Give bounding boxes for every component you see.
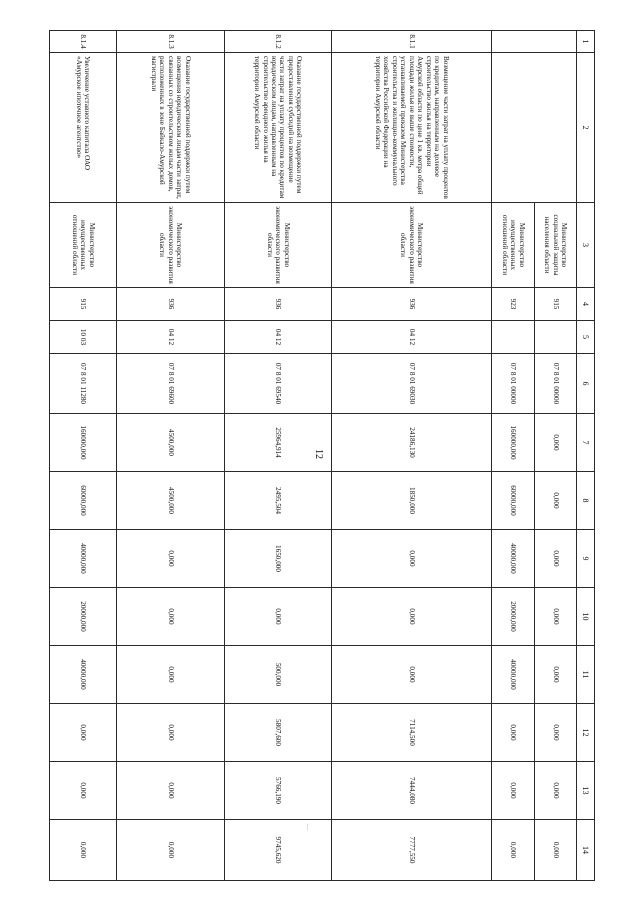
table-row	[535, 31, 577, 881]
value-cell: 0,000	[535, 820, 577, 881]
value-cell: 0,000	[535, 646, 577, 704]
ministry-cell: Министерство экономического развития области	[332, 203, 492, 288]
value-cell: 40000,000	[492, 530, 535, 588]
value-cell: 0,000	[535, 472, 577, 530]
value-cell: 0,000	[535, 588, 577, 646]
section-cell: 04 12	[117, 321, 225, 354]
table-row	[225, 31, 332, 881]
value-cell: 0,000	[535, 530, 577, 588]
value-cell: 4500,000	[117, 472, 225, 530]
value-cell: 500,000	[225, 646, 332, 704]
table-row	[117, 31, 225, 881]
value-cell: 0,000	[50, 762, 117, 820]
value-cell: 0,000	[225, 588, 332, 646]
value-cell: 40000,000	[50, 530, 117, 588]
column-number: 9	[577, 530, 595, 588]
budget-code-cell: 915	[535, 288, 577, 321]
value-cell: 0,000	[117, 762, 225, 820]
column-number: 6	[577, 354, 595, 414]
budget-code-cell: 915	[50, 288, 117, 321]
row-description: Возмещение части затрат на уплату процентов по кредитам, направленным на долевое строительство жилья на территории Амурской области по цене 1 кв. метра общей площади жилья не выше стоимости, устанавливаемой приказом Министерства строительства и жилищно-коммунального хозяйства Российской Федерации на территории Амурской области	[332, 53, 492, 203]
target-article-cell: 07 8 01 69540	[225, 354, 332, 414]
value-cell: 20000,000	[492, 588, 535, 646]
column-number: 3	[577, 203, 595, 288]
column-number: 13	[577, 762, 595, 820]
value-cell: 7114,500	[332, 704, 492, 762]
value-cell: 0,000	[117, 820, 225, 881]
column-number: 11	[577, 646, 595, 704]
value-cell: 40000,000	[492, 646, 535, 704]
ministry-cell: Министерство имущественных отношений области	[50, 203, 117, 288]
value-cell: 0,000	[535, 704, 577, 762]
section-cell	[535, 321, 577, 354]
column-number: 14	[577, 820, 595, 881]
column-number: 5	[577, 321, 595, 354]
column-number: 10	[577, 588, 595, 646]
value-cell: 5807,600	[225, 704, 332, 762]
target-article-cell: 07 8 01 69600	[117, 354, 225, 414]
value-cell: 0,000	[492, 762, 535, 820]
value-cell: 160000,000	[50, 414, 117, 472]
value-cell: 1850,000	[332, 472, 492, 530]
value-cell: 0,000	[117, 588, 225, 646]
value-cell: 0,000	[535, 762, 577, 820]
value-cell: 9745,620	[225, 820, 332, 881]
target-article-cell: 07 8 01 00000	[535, 354, 577, 414]
section-cell: 10 03	[50, 321, 117, 354]
value-cell: 160000,000	[492, 414, 535, 472]
scan-mark: ---	[304, 823, 312, 831]
value-cell: 5766,190	[225, 762, 332, 820]
table-row	[332, 31, 492, 881]
value-cell: 0,000	[50, 820, 117, 881]
table-row	[50, 31, 117, 881]
ministry-cell: Министерство экономического развития области	[225, 203, 332, 288]
budget-table	[49, 30, 595, 881]
column-number: 7	[577, 414, 595, 472]
row-description: Оказание государственной поддержки путем предоставления субсидий на возмещение части затрат на уплату процентов по кредитам юридическим лицам, направленным на строительство арендного жилья на территории Амурской области	[225, 53, 332, 203]
value-cell: 4500,000	[117, 414, 225, 472]
ministry-cell: Министерство имущественных отношений области	[492, 203, 535, 288]
value-cell: 0,000	[332, 530, 492, 588]
section-cell	[492, 321, 535, 354]
row-code-empty	[492, 31, 577, 53]
budget-table-wrapper	[50, 30, 595, 880]
column-number: 4	[577, 288, 595, 321]
value-cell: 0,000	[535, 414, 577, 472]
value-cell: 60000,000	[50, 472, 117, 530]
value-cell: 0,000	[50, 704, 117, 762]
value-cell: 0,000	[332, 588, 492, 646]
value-cell: 24186,130	[332, 414, 492, 472]
value-cell: 7444,080	[332, 762, 492, 820]
section-cell: 04 12	[332, 321, 492, 354]
value-cell: 0,000	[332, 646, 492, 704]
value-cell: 25964,914	[225, 414, 332, 472]
value-cell: 1650,000	[225, 530, 332, 588]
row-code: 8.1.4	[50, 31, 117, 53]
value-cell: 0,000	[117, 530, 225, 588]
ministry-cell: Министерство экономического развития области	[117, 203, 225, 288]
value-cell: 20000,000	[50, 588, 117, 646]
value-cell: 0,000	[492, 704, 535, 762]
rotated-table-frame	[50, 30, 595, 880]
row-description-empty	[492, 53, 577, 203]
column-number-row	[577, 31, 595, 881]
value-cell: 0,000	[117, 704, 225, 762]
column-number: 8	[577, 472, 595, 530]
budget-code-cell: 923	[492, 288, 535, 321]
row-code: 8.1.1	[332, 31, 492, 53]
value-cell: 0,000	[492, 820, 535, 881]
target-article-cell: 07 8 01 69030	[332, 354, 492, 414]
target-article-cell: 07 8 01 00000	[492, 354, 535, 414]
target-article-cell: 07 8 01 11280	[50, 354, 117, 414]
page-number: 12	[313, 449, 324, 459]
budget-code-cell: 936	[332, 288, 492, 321]
section-cell: 04 12	[225, 321, 332, 354]
row-code: 8.1.3	[117, 31, 225, 53]
row-description: Оказание государственной поддержки путем возмещения юридическим лицам части затрат, связанных со строительством жилых домов, расположенных в зоне Байкало-Амурской магистрали	[117, 53, 225, 203]
value-cell: 0,000	[117, 646, 225, 704]
ministry-cell: Министерство социальной защиты населения области	[535, 203, 577, 288]
column-number: 12	[577, 704, 595, 762]
value-cell: 40000,000	[50, 646, 117, 704]
column-number: 1	[577, 31, 595, 53]
budget-code-cell: 936	[225, 288, 332, 321]
budget-code-cell: 936	[117, 288, 225, 321]
column-number: 2	[577, 53, 595, 203]
row-code: 8.1.2	[225, 31, 332, 53]
value-cell: 2495,504	[225, 472, 332, 530]
row-description: Увеличение уставного капитала ОАО «Амурское ипотечное агентство»	[50, 53, 117, 203]
value-cell: 7777,550	[332, 820, 492, 881]
value-cell: 60000,000	[492, 472, 535, 530]
